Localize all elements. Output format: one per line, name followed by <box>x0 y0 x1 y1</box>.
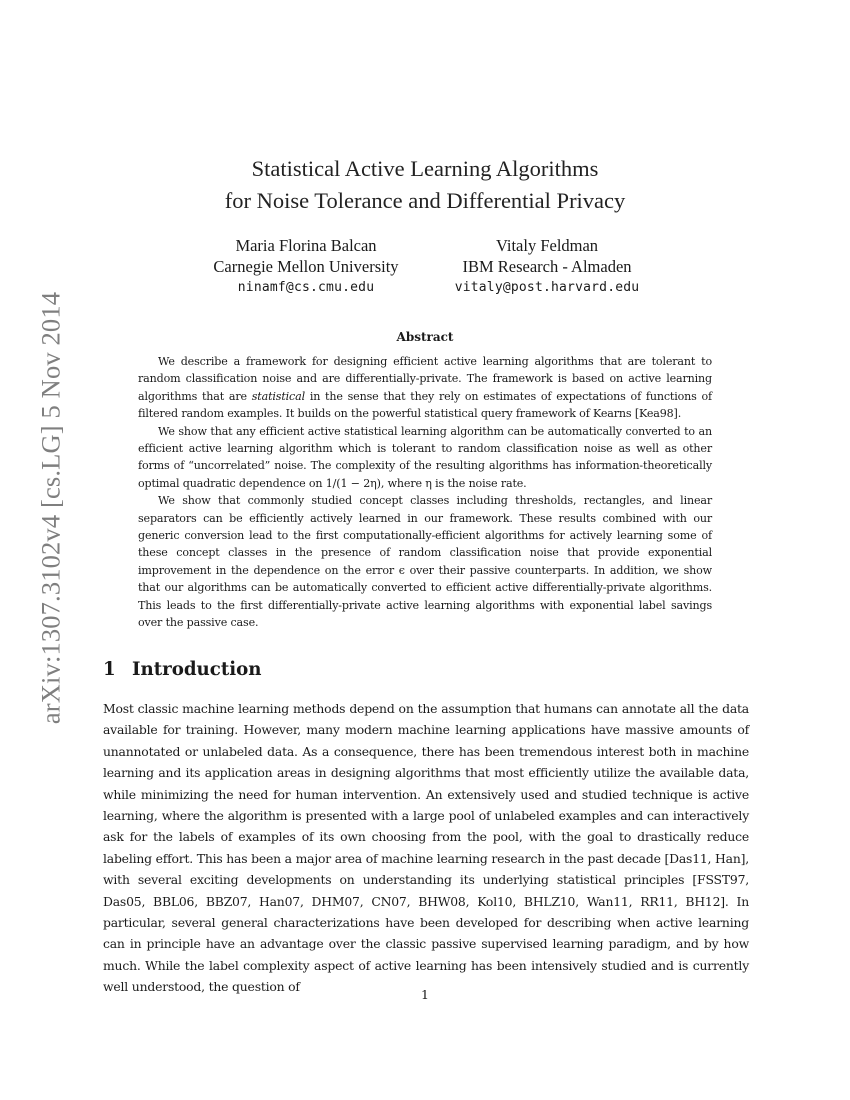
abstract-paragraph-1 <box>138 353 712 423</box>
abstract-paragraph-3: We show that commonly studied concept classes including thresholds, rectangles, and linear separators can be efficiently actively learned in our framework. These results combined with our generic conversion lead to the first computationally-efficient algorithms for actively learning some of these concept classes in the presence of random classification noise that provide exponential improvement in the dependence on the error ϵ over their passive counterparts. In addition, we show that our algorithms can be automatically converted to efficient active differentially-private algorithms. This leads to the first differentially-private active learning algorithms with exponential label savings over the passive case. <box>138 494 712 630</box>
arxiv-identifier-stamp: arXiv:1307.3102v4 [cs.LG] 5 Nov 2014 <box>35 291 66 725</box>
paper-title <box>120 153 730 217</box>
abstract-paragraph-2: We show that any efficient active statistical learning algorithm can be automatically converted to an efficient active learning algorithm which is tolerant to random classification noise as well as other forms of “uncorrelated” noise. The complexity of the resulting algorithms has information-theoretically optimal quadratic dependence on 1/(1 − 2η), where η is the noise rate. <box>138 424 712 490</box>
author-email: ninamf@cs.cmu.edu <box>237 280 375 295</box>
abstract-text: We describe a framework for designing efficient active learning algorithms that are tolerant to random classification noise and are differentially-private. The framework is based on active learning algorithms that are <box>138 355 712 403</box>
title-line-2: for Noise Tolerance and Differential Privacy <box>224 188 626 213</box>
introduction-body <box>103 698 749 998</box>
author-affiliation: IBM Research - Almaden <box>462 257 632 276</box>
abstract-text: in the sense that they rely on estimates of expectations of functions of filtered random examples. It builds on the powerful statistical query framework of Kearns [Kea98]. <box>138 389 712 421</box>
section-heading-introduction <box>103 659 262 680</box>
author-name: Maria Florina Balcan <box>235 236 377 255</box>
abstract-emphasis: statistical <box>251 389 305 403</box>
introduction-paragraph: Most classic machine learning methods depend on the assumption that humans can annotate all the data available for training. However, many modern machine learning applications have massive amounts of unannotated or unlabeled data. As a consequence, there has been tremendous interest both in machine learning and its application areas in designing algorithms that most efficiently utilize the available data, while minimizing the need for human intervention. An extensively used and studied technique is active learning, where the algorithm is presented with a large pool of unlabeled examples and can interactively ask for the labels of examples of its own choosing from the pool, with the goal to drastically reduce labeling effort. This has been a major area of machine learning research in the past decade [Das11, Han], with several exciting developments on understanding its underlying statistical principles [FSST97, Das05, BBL06, BBZ07, Han07, DHM07, CN07, BHW08, Kol10, BHLZ10, Wan11, RR11, BH12]. In particular, several general characterizations have been developed for describing when active learning can in principle have an advantage over the classic passive supervised learning paradigm, and by how much. While the label complexity aspect of active learning has been intensively studied and is currently well understood, the question of <box>103 701 749 995</box>
author-block-1 <box>190 235 422 298</box>
author-name: Vitaly Feldman <box>495 236 599 255</box>
abstract-heading: Abstract <box>396 330 454 344</box>
author-email: vitaly@post.harvard.edu <box>454 280 640 295</box>
section-number: 1 <box>103 659 116 680</box>
author-affiliation: Carnegie Mellon University <box>213 257 399 276</box>
abstract-body <box>138 353 712 632</box>
section-title: Introduction <box>132 659 262 680</box>
author-block-2 <box>437 235 657 298</box>
title-line-1: Statistical Active Learning Algorithms <box>251 156 599 181</box>
page-number: 1 <box>421 987 429 1002</box>
